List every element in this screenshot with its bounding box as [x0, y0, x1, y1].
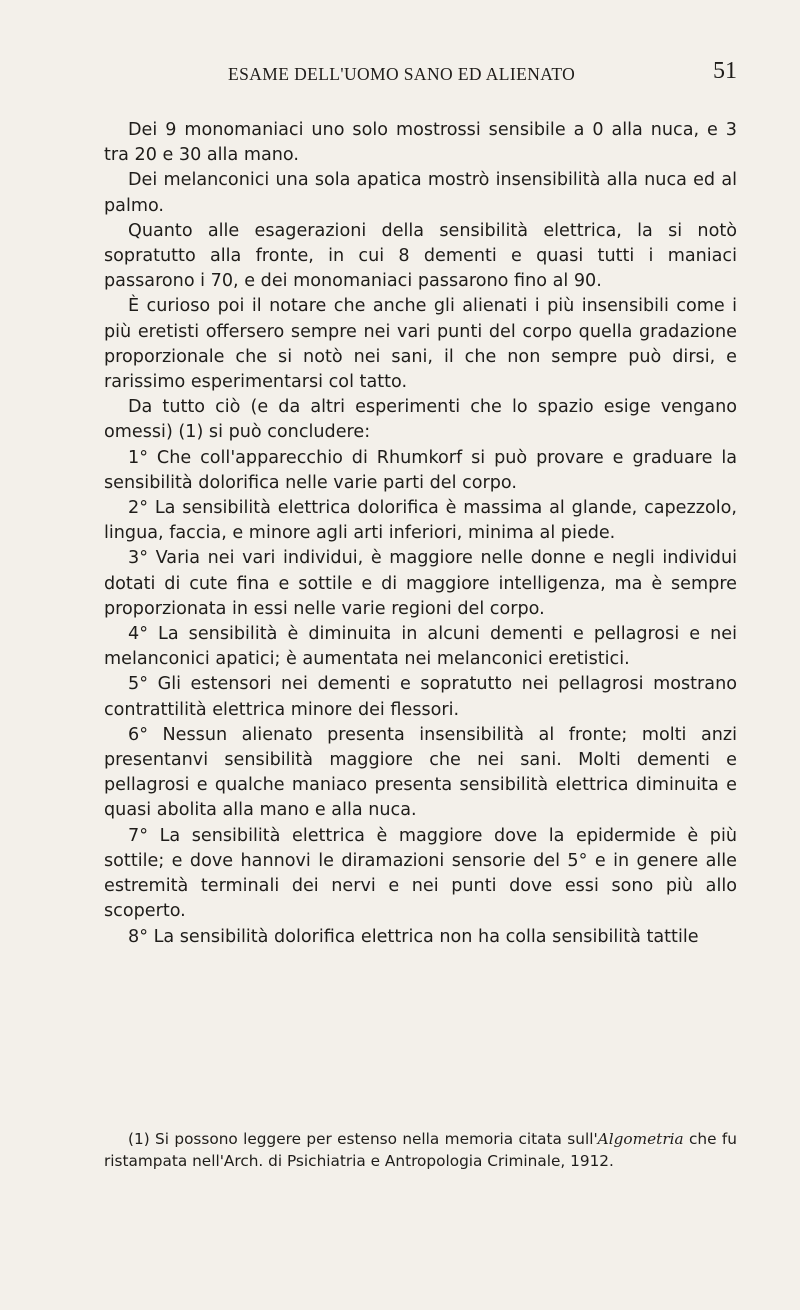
paragraph: Quanto alle esagerazioni della sensibilità elettrica, la si notò sopratutto alla fronte, in cui 8 dementi e quasi tutti i maniaci passarono i 70, e dei monomaniaci passarono fino al 90. — [104, 220, 737, 292]
paragraph: Da tutto ciò (e da altri esperimenti che lo spazio esige vengano omessi) (1) si può concludere: — [104, 397, 737, 443]
footnote — [104, 1129, 737, 1172]
footnote-italic-title: Algometria — [597, 1130, 684, 1148]
paragraph: 7° La sensibilità elettrica è maggiore dove la epidermide è più sottile; e dove hannovi le diramazioni sensorie del 5° e in genere alle estremità terminali dei nervi e nei punti dove essi sono più allo scoperto. — [104, 825, 737, 922]
footnote-tail: che fu ristampata nell'Arch. di Psichiatria e Antropologia Criminale, 1912. — [104, 1130, 737, 1170]
running-head — [104, 58, 737, 94]
paragraph: Dei melanconici una sola apatica mostrò insensibilità alla nuca ed al palmo. — [104, 170, 737, 216]
paragraph: 5° Gli estensori nei dementi e sopratutto nei pellagrosi mostrano contrattilità elettrica minore dei flessori. — [104, 674, 737, 720]
paragraph: 4° La sensibilità è diminuita in alcuni dementi e pellagrosi e nei melanconici apatici; è aumentata nei melanconici eretistici. — [104, 624, 737, 670]
paragraph: 8° La sensibilità dolorifica elettrica non ha colla sensibilità tattile — [128, 926, 699, 947]
footnote-lead: (1) Si possono leggere per estenso nella memoria citata sull' — [128, 1130, 598, 1148]
page-number: 51 — [713, 58, 737, 84]
body-text — [104, 118, 737, 950]
paragraph: 3° Varia nei vari individui, è maggiore nelle donne e negli individui dotati di cute fina e sottile e di maggiore intelligenza, ma è sempre proporzionata in essi nelle varie regioni del corpo. — [104, 548, 737, 619]
paragraph: 1° Che coll'apparecchio di Rhumkorf si può provare e graduare la sensibilità dolorifica nelle varie parti del corpo. — [104, 447, 737, 493]
footnotes — [104, 1129, 737, 1172]
paragraph: Dei 9 monomaniaci uno solo mostrossi sensibile a 0 alla nuca, e 3 tra 20 e 30 alla mano. — [104, 120, 737, 166]
paragraph: 2° La sensibilità elettrica dolorifica è massima al glande, capezzolo, lingua, faccia, e minore agli arti inferiori, minima al piede. — [104, 498, 737, 544]
running-title: ESAME DELL'UOMO SANO ED ALIENATO — [228, 64, 576, 84]
paragraph: 6° Nessun alienato presenta insensibilità al fronte; molti anzi presentanvi sensibilità maggiore che nei sani. Molti dementi e pellagrosi e qualche maniaco presenta sensibilità elettrica diminuita e quasi abolita alla mano e alla nuca. — [104, 724, 737, 821]
paragraph: È curioso poi il notare che anche gli alienati i più insensibili come i più eretisti offersero sempre nei vari punti del corpo quella gradazione proporzionale che si notò nei sani, il che non sempre può dirsi, e rarissimo esperimentarsi col tatto. — [104, 296, 737, 393]
